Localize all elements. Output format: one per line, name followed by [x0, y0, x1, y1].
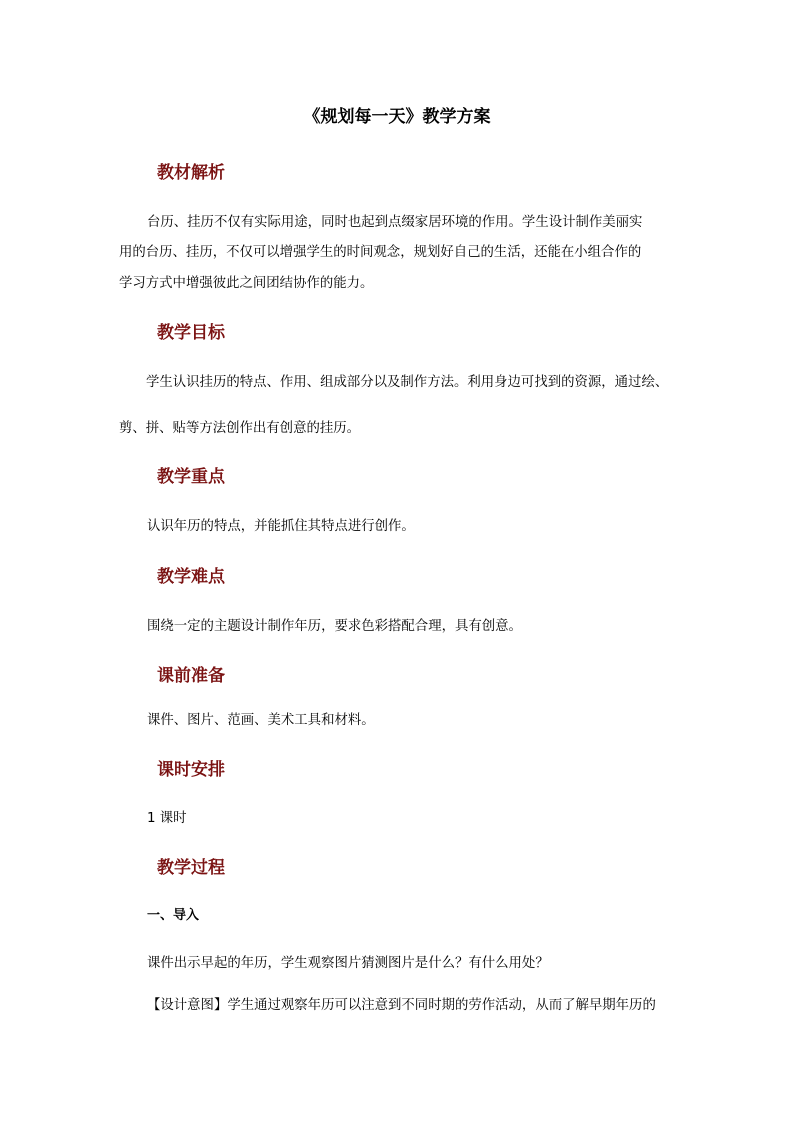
heading-process: 教学过程 — [157, 858, 225, 878]
paragraph-text: 1 课时 — [147, 811, 187, 826]
paragraph-line: 用的台历、挂历，不仅可以增强学生的时间观念，规划好自己的生活，还能在小组合作的 — [119, 245, 642, 260]
document-title: 《规划每一天》教学方案 — [303, 107, 491, 127]
paragraph-line: 台历、挂历不仅有实际用途，同时也起到点缀家居环境的作用。学生设计制作美丽实 — [147, 215, 643, 230]
heading-key-points: 教学重点 — [157, 467, 225, 487]
heading-difficulties: 教学难点 — [157, 567, 225, 587]
paragraph-line: 剪、拼、贴等方法创作出有创意的挂历。 — [119, 421, 361, 436]
design-intent-text: 【设计意图】学生通过观察年历可以注意到不同时期的劳作活动，从而了解早期年历的 — [147, 998, 656, 1013]
heading-preparation: 课前准备 — [157, 666, 225, 686]
paragraph-text: 课件出示早起的年历，学生观察图片猜测图片是什么？有什么用处？ — [147, 956, 549, 971]
step-title: 一、导入 — [147, 908, 200, 923]
paragraph-text: 认识年历的特点，并能抓住其特点进行创作。 — [147, 519, 415, 534]
heading-textbook-analysis: 教材解析 — [157, 163, 225, 183]
paragraph-text: 课件、图片、范画、美术工具和材料。 — [147, 713, 375, 728]
paragraph-line: 学生认识挂历的特点、作用、组成部分以及制作方法。利用身边可找到的资源，通过绘、 — [146, 375, 669, 390]
heading-schedule: 课时安排 — [157, 760, 225, 780]
heading-teaching-goals: 教学目标 — [157, 323, 225, 343]
paragraph-line: 学习方式中增强彼此之间团结协作的能力。 — [119, 276, 374, 291]
paragraph-text: 围绕一定的主题设计制作年历，要求色彩搭配合理，具有创意。 — [147, 619, 522, 634]
